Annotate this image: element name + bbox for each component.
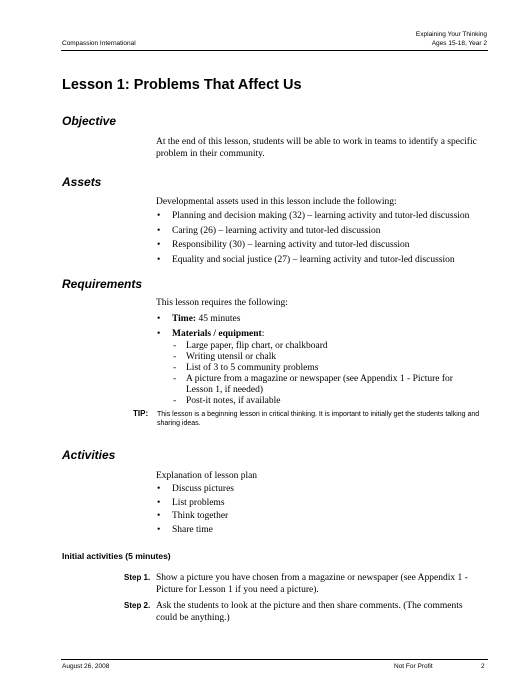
materials-list bbox=[156, 341, 496, 407]
list-item: • Planning and decision making (32) – learning activity and tutor-led discussion bbox=[156, 209, 496, 224]
footer-rule bbox=[61, 659, 488, 660]
material-item: - List of 3 to 5 community problems bbox=[173, 363, 319, 373]
activities-heading: Activities bbox=[62, 448, 116, 462]
step-2-label: Step 2. bbox=[124, 601, 151, 610]
activities-intro: Explanation of lesson plan bbox=[156, 471, 258, 481]
bullet-icon: • bbox=[157, 511, 161, 521]
bullet-icon: • bbox=[157, 211, 161, 221]
requirement-materials: • Materials / equipment: - Large paper, flip chart, or chalkboard - Writing utensil or chalk - List of 3 to 5 community problems - A picture from a magazine or newspaper (see Appendix 1 - Picture for Lesson 1, if needed) - Post-it notes, if available bbox=[156, 327, 496, 408]
tip-label: TIP: bbox=[133, 409, 149, 418]
list-item: • List problems bbox=[156, 497, 496, 511]
assets-intro: Developmental assets used in this lesson include the following: bbox=[156, 197, 397, 207]
activities-list bbox=[156, 483, 496, 537]
list-item: • Caring (26) – learning activity and tutor-led discussion bbox=[156, 224, 496, 239]
footer-notice: Not For Profit bbox=[394, 663, 433, 670]
bullet-icon: • bbox=[157, 497, 161, 508]
initial-activities-heading: Initial activities (5 minutes) bbox=[62, 551, 171, 561]
material-item: - A picture from a magazine or newspaper (see Appendix 1 - Picture for Lesson 1, if needed) bbox=[173, 374, 453, 395]
assets-heading: Assets bbox=[62, 175, 102, 189]
objective-text: At the end of this lesson, students will be able to work in teams to identify a specific problem in their community. bbox=[156, 137, 477, 159]
header-audience: Ages 15-18, Year 2 bbox=[431, 40, 487, 47]
header-document-info bbox=[416, 30, 487, 48]
material-item: - Writing utensil or chalk bbox=[173, 352, 277, 362]
bullet-icon: • bbox=[157, 524, 161, 535]
bullet-icon: • bbox=[157, 484, 161, 494]
time-value: 45 minutes bbox=[196, 314, 241, 324]
step-2-text: Ask the students to look at the picture and then share comments. (The comments could be anything.) bbox=[156, 601, 463, 623]
requirements-intro: This lesson requires the following: bbox=[156, 298, 288, 308]
step-1-text: Show a picture you have chosen from a magazine or newspaper (see Appendix 1 - Picture for Lesson 1 if you need a picture). bbox=[156, 573, 468, 595]
header-organization: Compassion International bbox=[62, 40, 136, 47]
requirements-list bbox=[156, 312, 496, 407]
lesson-title: Lesson 1: Problems That Affect Us bbox=[62, 77, 302, 93]
bullet-icon: • bbox=[157, 328, 161, 339]
requirements-heading: Requirements bbox=[62, 277, 143, 291]
assets-list bbox=[156, 209, 496, 267]
material-item: - Post-it notes, if available bbox=[173, 396, 281, 406]
material-item: - Large paper, flip chart, or chalkboard bbox=[173, 341, 328, 351]
time-label: Time: bbox=[172, 314, 197, 324]
header-rule bbox=[61, 50, 488, 51]
tip-text: This lesson is a beginning lesson in critical thinking. It is important to initially get the students talking and sharing ideas. bbox=[157, 411, 480, 427]
step-1-label: Step 1. bbox=[124, 573, 151, 582]
bullet-icon: • bbox=[157, 254, 161, 265]
requirement-time bbox=[156, 312, 496, 327]
list-item: • Share time bbox=[156, 524, 496, 538]
list-item: • Think together bbox=[156, 510, 496, 524]
bullet-icon: • bbox=[157, 225, 161, 236]
bullet-icon: • bbox=[157, 314, 161, 324]
footer-date: August 26, 2008 bbox=[62, 663, 110, 670]
page-number: 2 bbox=[481, 663, 485, 670]
materials-label: Materials / equipment bbox=[172, 328, 262, 339]
list-item: • Discuss pictures bbox=[156, 483, 496, 497]
list-item: • Responsibility (30) – learning activity and tutor-led discussion bbox=[156, 238, 496, 253]
header-document-title: Explaining Your Thinking bbox=[415, 31, 487, 38]
list-item: • Equality and social justice (27) – learning activity and tutor-led discussion bbox=[156, 253, 496, 268]
bullet-icon: • bbox=[157, 240, 161, 250]
objective-heading: Objective bbox=[62, 114, 117, 128]
